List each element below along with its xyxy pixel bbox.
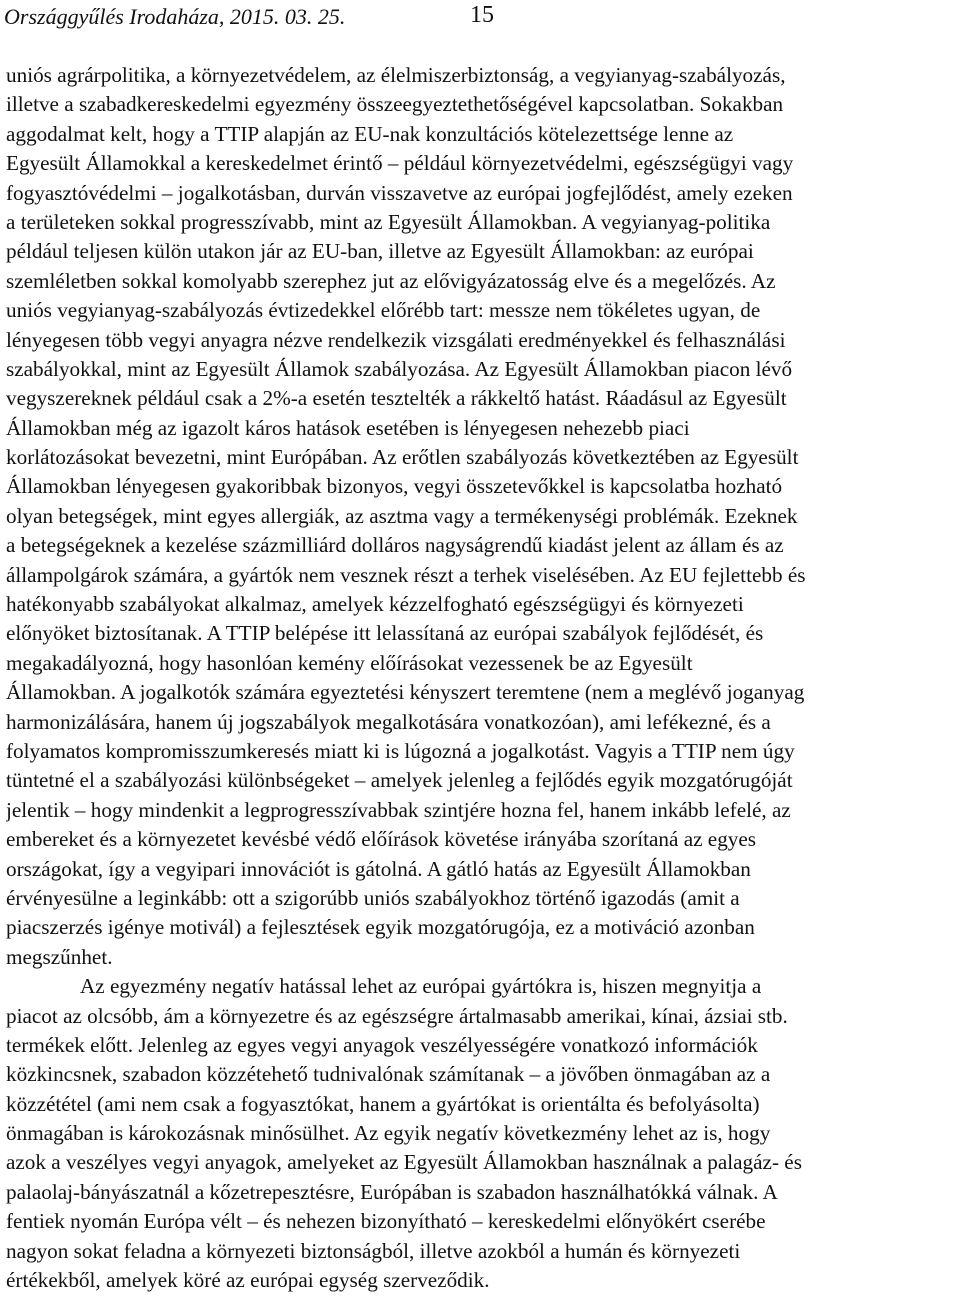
- page-number: 15: [470, 2, 494, 28]
- text-line: hatékonyabb szabályokat alkalmaz, amelyek kézzelfogható egészségügyi és környezeti: [6, 592, 744, 617]
- text-line: azok a veszélyes vegyi anyagok, amelyeket az Egyesült Államokban használnak a palagáz- és: [6, 1150, 802, 1175]
- header-source: Országgyűlés Irodaháza, 2015. 03. 25.: [4, 4, 346, 29]
- text-line: előnyöket biztosítanak. A TTIP belépése itt lelassítaná az európai szabályok fejlődését, és: [6, 621, 764, 646]
- text-line: Egyesült Államokkal a kereskedelmet érintő – például környezetvédelmi, egészségügyi vagy: [6, 151, 794, 176]
- text-line: uniós agrárpolitika, a környezetvédelem, az élelmiszerbiztonság, a vegyianyag-szabályozás,: [6, 63, 786, 87]
- text-line: közzététel (ami nem csak a fogyasztókat, hanem a gyártókat is orientálta és befolyásolta): [6, 1091, 760, 1116]
- text-line: illetve a szabadkereskedelmi egyezmény összeegyeztethetőségével kapcsolatban. Sokakban: [6, 92, 784, 117]
- text-line: fogyasztóvédelmi – jogalkotásban, durván visszavetve az európai jogfejlődést, amely ezeken: [6, 180, 793, 205]
- text-line: korlátozásokat bevezetni, mint Európában. Az erőtlen szabályozás következtében az Egyesült: [6, 445, 799, 470]
- text-line: Államokban lényegesen gyakoribbak bizonyos, vegyi összetevőkkel is kapcsolatba hozható: [6, 474, 783, 499]
- text-line: folyamatos kompromisszumkeresés miatt ki is lúgozná a jogalkotást. Vagyis a TTIP nem úgy: [6, 738, 795, 763]
- text-line: vegyszereknek például csak a 2%-a esetén tesztelték a rákkeltő hatást. Ráadásul az Egyesült: [6, 386, 787, 411]
- text-line: olyan betegségek, mint egyes allergiák, az asztma vagy a termékenységi problémák. Ezeknek: [6, 503, 798, 528]
- text-line: önmagában is károkozásnak minősülhet. Az egyik negatív következmény lehet az is, hogy: [6, 1121, 771, 1146]
- body-text: [6, 61, 956, 1295]
- text-line: közkincsnek, szabadon közzétehető tudnivalónak számítanak – a jövőben önmagában az a: [6, 1062, 771, 1087]
- text-line: termékek előtt. Jelenleg az egyes vegyi anyagok veszélyességére vonatkozó információk: [6, 1032, 758, 1057]
- text-line: aggodalmat kelt, hogy a TTIP alapján az EU-nak konzultációs kötelezettsége lenne az: [6, 121, 734, 146]
- text-line: fentiek nyomán Európa vélt – és nehezen bizonyítható – kereskedelmi előnyökért cserébe: [6, 1209, 766, 1234]
- text-line: palaolaj-bányászatnál a kőzetrepesztésre, Európában is szabadon használhatókká válnak. A: [6, 1179, 778, 1204]
- text-line: országokat, így a vegyipari innovációt is gátolná. A gátló hatás az Egyesült Államokban: [6, 856, 751, 881]
- paragraph-start-line: Az egyezmény negatív hatással lehet az európai gyártókra is, hiszen megnyitja a: [80, 974, 762, 999]
- text-line: a betegségeknek a kezelése százmilliárd dolláros nagyságrendű kiadást jelent az állam és az: [6, 533, 784, 558]
- text-line: Államokban még az igazolt káros hatások esetében is lényegesen nehezebb piaci: [6, 415, 690, 440]
- text-line: például teljesen külön utakon jár az EU-ban, illetve az Egyesült Államokban: az európai: [6, 239, 754, 264]
- text-line: tüntetné el a szabályozási különbségeket – amelyek jelenleg a fejlődés egyik mozgatórugóját: [6, 768, 793, 793]
- text-line: szabályokkal, mint az Egyesült Államok szabályozása. Az Egyesült Államokban piacon lévő: [6, 356, 793, 381]
- text-line: értékekből, amelyek köré az európai egység szerveződik.: [6, 1268, 490, 1293]
- text-line: piacszerzés igénye motivál) a fejlesztések egyik mozgatórugója, ez a motiváció azonban: [6, 915, 755, 940]
- text-line: jelentik – hogy mindenkit a legprogresszívabbak szintjére hozna fel, hanem inkább lefelé, az: [6, 797, 791, 822]
- text-line: állampolgárok számára, a gyártók nem vesznek részt a terhek viselésében. Az EU fejlettebb és: [6, 562, 806, 587]
- text-line: embereket és a környezetet kevésbé védő előírások követése irányába szorítaná az egyes: [6, 827, 757, 852]
- text-line: Államokban. A jogalkotók számára egyeztetési kényszert teremtene (nem a meglévő joganyag: [6, 680, 805, 705]
- text-line: megszűnhet.: [6, 944, 113, 969]
- text-line: megakadályozná, hogy hasonlóan kemény előírásokat vezessenek be az Egyesült: [6, 650, 693, 675]
- text-line: piacot az olcsóbb, ám a környezetre és az egészségre ártalmasabb amerikai, kínai, ázsiai stb.: [6, 1003, 788, 1028]
- text-line: lényegesen több vegyi anyagra nézve rendelkezik vizsgálati eredményekkel és felhasználási: [6, 327, 786, 352]
- page-header: [0, 0, 960, 40]
- text-line: szemléletben sokkal komolyabb szerephez jut az elővigyázatosság elve és a megelőzés. Az: [6, 268, 776, 293]
- text-line: harmonizálására, hanem új jogszabályok megalkotására vonatkozóan), ami lefékezné, és a: [6, 709, 771, 734]
- text-line: érvényesülne a leginkább: ott a szigorúbb uniós szabályokhoz történő igazodás (amit a: [6, 885, 740, 910]
- text-line: uniós vegyianyag-szabályozás évtizedekkel előrébb tart: messze nem tökéletes ugyan, de: [6, 298, 761, 323]
- text-line: nagyon sokat feladna a környezeti biztonságból, illetve azokból a humán és környezeti: [6, 1238, 741, 1263]
- text-line: a területeken sokkal progresszívabb, mint az Egyesült Államokban. A vegyianyag-politika: [6, 209, 771, 234]
